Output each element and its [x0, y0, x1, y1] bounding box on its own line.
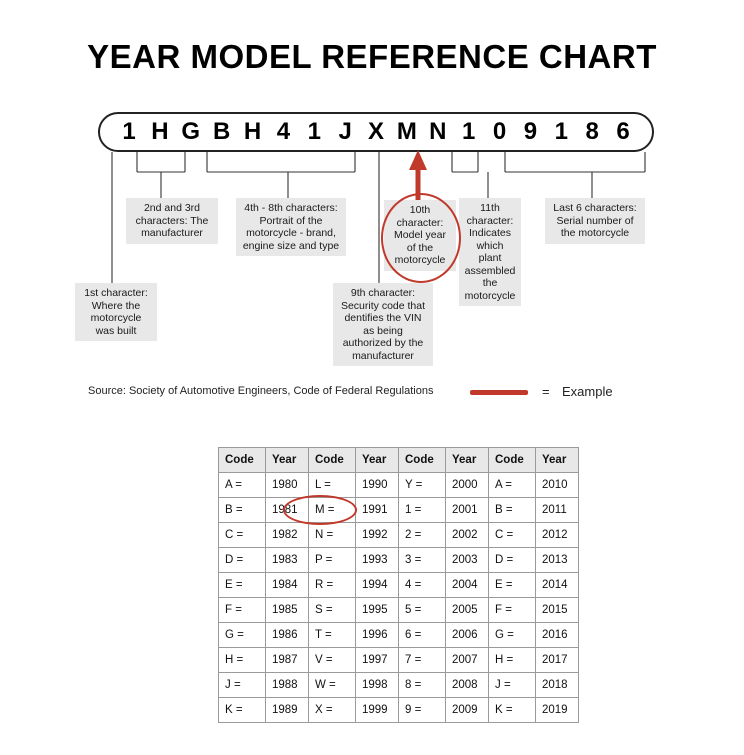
cell-year: 1995: [356, 598, 399, 623]
cell-code: E =: [219, 573, 266, 598]
cell-code: Y =: [399, 473, 446, 498]
column-header: Code: [219, 448, 266, 473]
cell-code: P =: [309, 548, 356, 573]
cell-year: 1987: [266, 648, 309, 673]
cell-year: 1981: [266, 498, 309, 523]
cell-year: 2007: [446, 648, 489, 673]
table-row: [219, 573, 579, 598]
cell-code: B =: [489, 498, 536, 523]
cell-code: M =: [309, 498, 356, 523]
vin-character: 1: [307, 118, 321, 145]
cell-code: G =: [219, 623, 266, 648]
cell-code: H =: [219, 648, 266, 673]
cell-year: 2018: [536, 673, 579, 698]
cell-year: 2017: [536, 648, 579, 673]
legend-equals-sign: =: [542, 384, 550, 399]
note-last-6-characters: Last 6 characters: Serial number of the motorcycle: [545, 198, 645, 244]
cell-code: B =: [219, 498, 266, 523]
cell-year: 2001: [446, 498, 489, 523]
cell-code: 6 =: [399, 623, 446, 648]
note-2nd-3rd-characters: 2nd and 3rd characters: The manufacturer: [126, 198, 218, 244]
code-year-table: [218, 447, 579, 723]
cell-code: N =: [309, 523, 356, 548]
cell-code: F =: [489, 598, 536, 623]
cell-year: 1993: [356, 548, 399, 573]
cell-year: 1992: [356, 523, 399, 548]
cell-year: 1986: [266, 623, 309, 648]
cell-code: 1 =: [399, 498, 446, 523]
cell-year: 2009: [446, 698, 489, 723]
table-row: [219, 498, 579, 523]
cell-code: K =: [489, 698, 536, 723]
cell-year: 2013: [536, 548, 579, 573]
vin-character: 1: [554, 118, 568, 145]
cell-year: 2008: [446, 673, 489, 698]
cell-year: 2005: [446, 598, 489, 623]
table-row: [219, 598, 579, 623]
vin-character: 4: [276, 118, 291, 145]
cell-code: D =: [489, 548, 536, 573]
cell-code: R =: [309, 573, 356, 598]
vin-character: H: [243, 118, 262, 145]
table-row: [219, 698, 579, 723]
cell-code: V =: [309, 648, 356, 673]
vin-character: B: [212, 118, 231, 145]
note-9th-character: 9th character: Security code that dentifies the VIN as being authorized by the manufacturer: [333, 283, 433, 366]
vin-string-bar: [98, 112, 654, 152]
vin-character: 0: [492, 118, 507, 145]
column-header: Year: [266, 448, 309, 473]
vin-character: X: [367, 118, 384, 145]
cell-year: 2015: [536, 598, 579, 623]
cell-code: W =: [309, 673, 356, 698]
cell-code: C =: [219, 523, 266, 548]
table-row: [219, 648, 579, 673]
vin-character: J: [338, 118, 352, 145]
cell-year: 1984: [266, 573, 309, 598]
cell-code: S =: [309, 598, 356, 623]
cell-year: 1989: [266, 698, 309, 723]
vin-character: 8: [585, 118, 599, 145]
cell-code: 4 =: [399, 573, 446, 598]
table-row: [219, 473, 579, 498]
cell-code: 2 =: [399, 523, 446, 548]
column-header: Year: [536, 448, 579, 473]
cell-code: T =: [309, 623, 356, 648]
column-header: Year: [446, 448, 489, 473]
vin-character: G: [181, 118, 201, 145]
cell-year: 1999: [356, 698, 399, 723]
cell-year: 1983: [266, 548, 309, 573]
cell-year: 1980: [266, 473, 309, 498]
cell-year: 1990: [356, 473, 399, 498]
cell-code: 3 =: [399, 548, 446, 573]
note-4th-8th-characters: 4th - 8th characters: Portrait of the motorcycle - brand, engine size and type: [236, 198, 346, 256]
legend-example-dash: [470, 390, 528, 395]
vin-character: 6: [616, 118, 630, 145]
note-1st-character: 1st character: Where the motorcycle was built: [75, 283, 157, 341]
cell-year: 1996: [356, 623, 399, 648]
table-row: [219, 673, 579, 698]
cell-year: 2011: [536, 498, 579, 523]
cell-year: 1998: [356, 673, 399, 698]
cell-code: X =: [309, 698, 356, 723]
table-row: [219, 623, 579, 648]
cell-code: J =: [489, 673, 536, 698]
column-header: Year: [356, 448, 399, 473]
vin-character: 1: [122, 118, 136, 145]
cell-year: 1982: [266, 523, 309, 548]
cell-year: 1994: [356, 573, 399, 598]
cell-year: 2012: [536, 523, 579, 548]
cell-code: F =: [219, 598, 266, 623]
table-row: [219, 523, 579, 548]
column-header: Code: [399, 448, 446, 473]
cell-code: K =: [219, 698, 266, 723]
cell-code: L =: [309, 473, 356, 498]
cell-year: 2014: [536, 573, 579, 598]
cell-year: 2003: [446, 548, 489, 573]
cell-code: 7 =: [399, 648, 446, 673]
cell-year: 1991: [356, 498, 399, 523]
table-header-row: [219, 448, 579, 473]
cell-code: A =: [219, 473, 266, 498]
column-header: Code: [309, 448, 356, 473]
cell-year: 2010: [536, 473, 579, 498]
page-title: YEAR MODEL REFERENCE CHART: [87, 38, 657, 75]
cell-code: J =: [219, 673, 266, 698]
legend-example-label: Example: [562, 384, 613, 399]
vin-character: M: [396, 118, 417, 145]
vin-character: 1: [461, 118, 476, 145]
cell-year: 2000: [446, 473, 489, 498]
cell-code: A =: [489, 473, 536, 498]
cell-code: 8 =: [399, 673, 446, 698]
vin-character: N: [429, 118, 447, 145]
cell-year: 2019: [536, 698, 579, 723]
column-header: Code: [489, 448, 536, 473]
note-10th-character: 10th character: Model year of the motorcycle: [384, 200, 456, 271]
vin-character: H: [151, 118, 169, 145]
cell-code: C =: [489, 523, 536, 548]
table-row: [219, 548, 579, 573]
vin-character: 9: [523, 118, 538, 145]
cell-code: H =: [489, 648, 536, 673]
cell-year: 1997: [356, 648, 399, 673]
cell-code: 5 =: [399, 598, 446, 623]
cell-code: G =: [489, 623, 536, 648]
cell-year: 2004: [446, 573, 489, 598]
cell-year: 2006: [446, 623, 489, 648]
cell-year: 2002: [446, 523, 489, 548]
cell-code: E =: [489, 573, 536, 598]
cell-code: D =: [219, 548, 266, 573]
cell-year: 1988: [266, 673, 309, 698]
cell-code: 9 =: [399, 698, 446, 723]
cell-year: 1985: [266, 598, 309, 623]
note-11th-character: 11th character: Indicates which plant assembled the motorcycle: [459, 198, 521, 306]
cell-year: 2016: [536, 623, 579, 648]
source-text: Source: Society of Automotive Engineers, Code of Federal Regulations: [88, 385, 434, 397]
